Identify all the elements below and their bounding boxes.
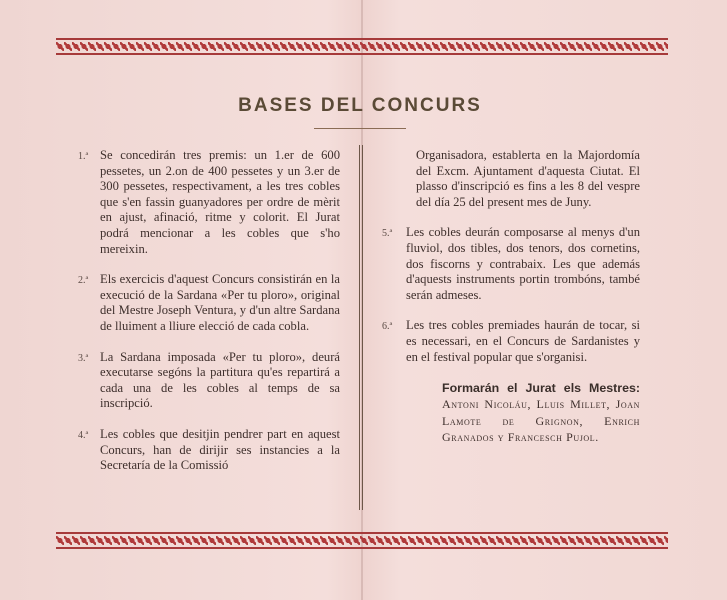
rule-text: Les cobles que desitjin pendrer part en aquest Concurs, han de dirijir ses instancies a la Secretaría de la Comissió: [100, 426, 340, 473]
rule-text: Se concedirán tres premis: un 1.er de 600 pessetes, un 2.on de 400 pessetes y un 3.er de 300 pessetes, respectivament, a les tres cobles que s'en fassin guanyadores per ordre de mèrit en ajust, afinació, ritme y colorit. El Jurat podrá mencionar a les cobles que s'ho mereixin.: [100, 148, 340, 256]
rule-number: 3.ª: [78, 352, 89, 364]
right-column: [382, 148, 640, 445]
rule-number: 6.ª: [382, 321, 393, 333]
rule-number: 1.ª: [78, 151, 89, 162]
rule-text: Les tres cobles premiades haurán de tocar, si es necessari, en el Concurs de Sardanistes y en el festival popular que s'organisi.: [406, 318, 640, 364]
rule-item: [78, 272, 340, 334]
title-underline: [314, 128, 406, 129]
rule-item: [78, 148, 340, 257]
rule-item: [382, 225, 640, 303]
rule-number: 2.ª: [78, 275, 89, 287]
rule-item: [382, 318, 640, 365]
rule-number: 5.ª: [382, 228, 393, 240]
rule-text: Els exercicis d'aquest Concurs consistirán en la execució de la Sardana «Per tu ploro», original del Mestre Joseph Ventura, y d'un altre Sardana de lluiment a lliure elecció de cada cobla.: [100, 272, 340, 333]
top-ornamental-border: [56, 38, 668, 56]
document-title: BASES DEL CONCURS: [238, 95, 482, 116]
rule-continuation: Organisadora, establerta en la Majordomía del Excm. Ajuntament d'aquesta Ciutat. El plasso d'inscripció es fins a les 8 del vespre del día 25 del present mes de Juny.: [416, 148, 640, 209]
rule-item: [78, 350, 340, 412]
rule-item: [78, 427, 340, 474]
rule-number: 4.ª: [78, 429, 89, 441]
rule-text: La Sardana imposada «Per tu ploro», deurá executarse segóns la partitura qu'es repartirá a cada una de les cobles al temps de sa inscripció.: [100, 349, 340, 411]
jury-lead: Formarán el Jurat els Mestres:: [442, 381, 640, 396]
jury-section: [382, 380, 640, 445]
column-divider: [359, 145, 363, 510]
bottom-ornamental-border: [56, 532, 668, 550]
rule-text: Les cobles deurán composarse al menys d'un fluviol, dos tibles, dos tenors, dos cornetins, dos fiscorns y contrabaix. Les que además d'aquests instruments portin trombóns, també serán admeses.: [406, 225, 640, 302]
jury-names: Antoni Nicoláu, Lluis Millet, Joan Lamote de Grignon, Enrich Granados y Francesch Pujol.: [442, 397, 640, 444]
left-column: [78, 148, 340, 489]
